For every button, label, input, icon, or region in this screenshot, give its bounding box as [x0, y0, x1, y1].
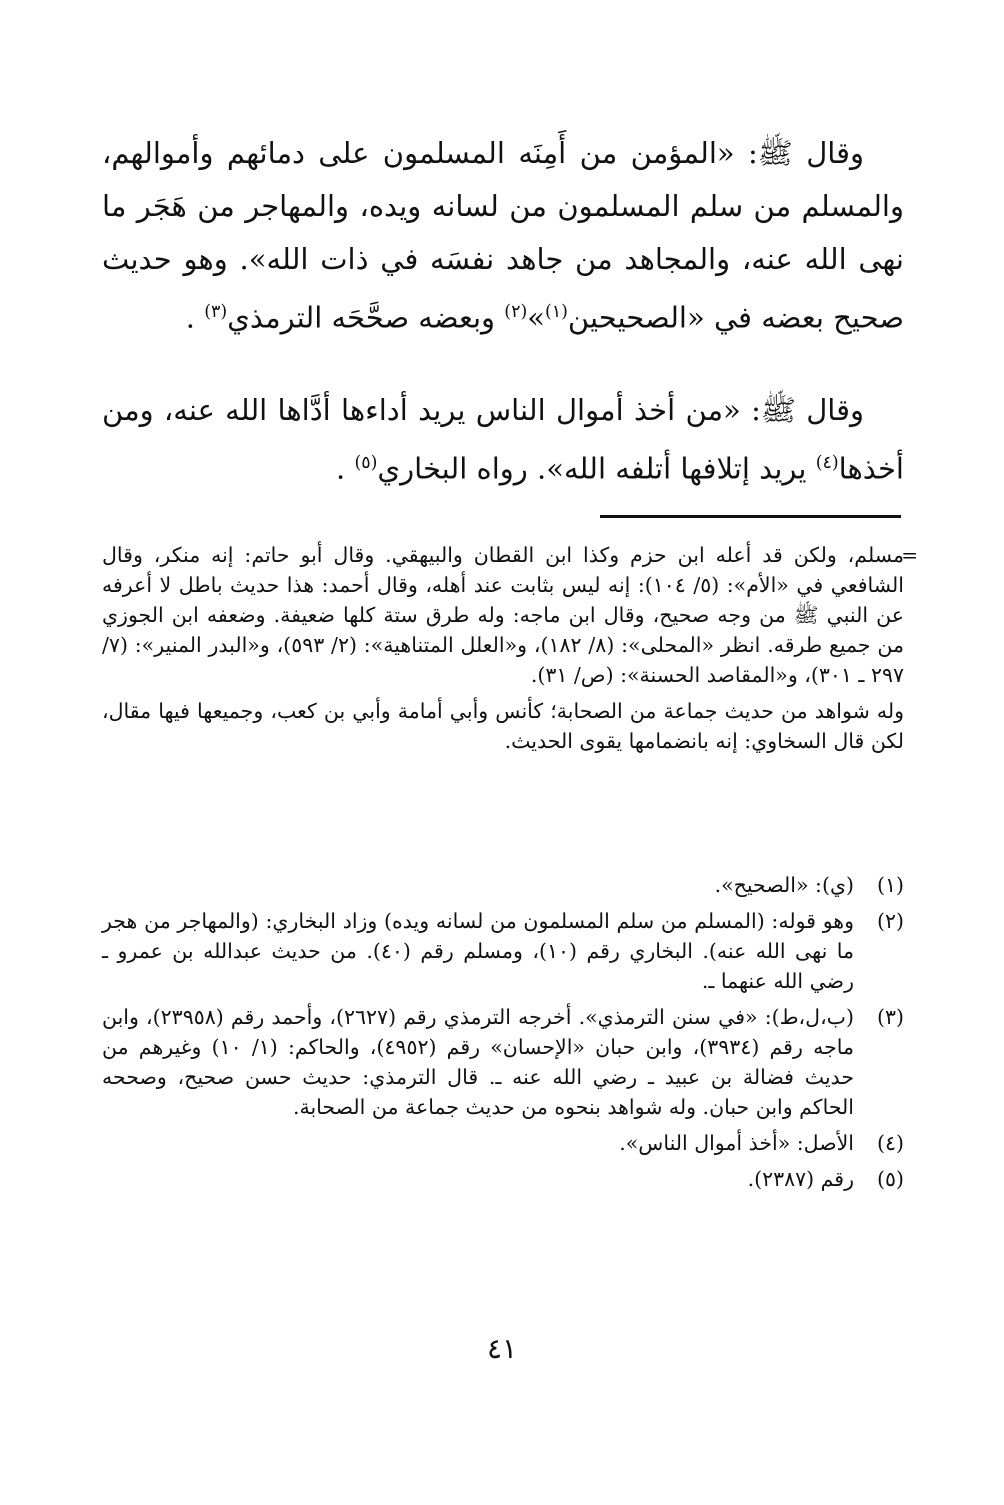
footnote-ref-2[interactable]: (٢) [504, 302, 528, 322]
footnote-ref-5[interactable]: (٥) [354, 453, 378, 473]
footnote-number: (٥) [876, 1167, 904, 1191]
paragraph-text: يريد إتلافها أتلفه الله». رواه البخاري [377, 451, 816, 486]
paragraph-end: . [185, 300, 205, 335]
footnote-text: الأصل: «أخذ أموال الناس». [619, 1131, 854, 1155]
footnote-ref-1[interactable]: (١) [544, 302, 568, 322]
continuation-mark: = [901, 543, 918, 567]
footnote-2 [102, 906, 904, 996]
footnote-text: وهو قوله: (المسلم من سلم المسلمون من لسانه ويده) وزاد البخاري: (والمهاجر من هجر ما نهى الله عنه). البخاري رقم (١٠)، ومسلم رقم (٤٠). من حديث عبدالله بن عمرو ـ رضي الله عنهما ـ. [102, 909, 854, 993]
footnote-text: رقم (٢٣٨٧). [747, 1167, 854, 1191]
page-number: ٤١ [486, 1332, 518, 1365]
paragraph-end: . [336, 451, 355, 486]
footnote-text: (ب،ل،ط): «في سنن الترمذي». أخرجه الترمذي رقم (٢٦٢٧)، وأحمد رقم (٢٣٩٥٨)، وابن ماجه رقم (٣٩٣٤)، وابن حبان «الإحسان» رقم (٤٩٥٢)، والحاكم: (١/ ١٠) وغيرهم من حديث فضالة بن عبيد ـ رضي الله عنه ـ. قال الترمذي: حديث حسن صحيح، وصححه الحاكم وابن حبان. وله شواهد بنحوه من حديث جماعة من الصحابة. [102, 1005, 854, 1119]
footnote-number: (٣) [876, 1005, 904, 1029]
footnote-separator [600, 515, 901, 518]
footnote-continuation-paragraph: وله شواهد من حديث جماعة من الصحابة؛ كأنس وأبي أمامة وأبي بن كعب، وجميعها فيها مقال، لكن قال السخاوي: إنه بانضمامها يقوى الحديث. [102, 699, 904, 753]
main-paragraph-2 [102, 384, 904, 496]
footnote-continuation-paragraph: مسلم، ولكن قد أعله ابن حزم وكذا ابن القطان والبيهقي. وقال أبو حاتم: إنه منكر، وقال الشافعي في «الأم»: (٥/ ١٠٤): إنه ليس بثابت عند أهله، وقال أحمد: هذا حديث باطل لا أعرفه عن النبي ﷺ من وجه صحيح، وقال ابن ماجه: وله طرق ستة كلها ضعيفة. وضعفه ابن الجوزي من جميع طرقه. انظر «المحلى»: (٨/ ١٨٢)، و«العلل المتناهية»: (٢/ ٥٩٣)، و«البدر المنير»: (٧/ ٢٩٧ ـ ٣٠١)، و«المقاصد الحسنة»: (ص/ ٣١). [102, 543, 904, 687]
footnote-5 [102, 1164, 904, 1194]
footnote-4 [102, 1128, 904, 1158]
footnote-number: (٢) [876, 909, 904, 933]
paragraph-text: » [527, 300, 545, 335]
main-paragraph-1 [102, 127, 904, 345]
footnote-ref-3[interactable]: (٣) [204, 302, 228, 322]
footnote-number: (١) [876, 873, 904, 897]
footnote-1 [102, 870, 904, 900]
paragraph-text: وقال ﷺ: «من أخذ أموال الناس يريد أداءها أدَّاها الله عنه، ومن أخذها [102, 393, 904, 486]
footnote-continuation [102, 540, 918, 762]
footnote-number: (٤) [876, 1131, 904, 1155]
footnote-3 [102, 1002, 904, 1122]
footnote-list [102, 870, 904, 1200]
paragraph-text: وبعضه صحَّحَه الترمذي [227, 300, 505, 335]
footnote-text: (ي): «الصحيح». [714, 873, 854, 897]
paragraph-text: وقال ﷺ: «المؤمن من أَمِنَه المسلمون على دمائهم وأموالهم، والمسلم من سلم المسلمون من لسانه ويده، والمهاجر من هَجَر ما نهى الله عنه، والمجاهد من جاهد نفسَه في ذات الله». وهو حديث صحيح بعضه في «الصحيحين [102, 136, 904, 335]
footnote-ref-4[interactable]: (٤) [815, 453, 839, 473]
